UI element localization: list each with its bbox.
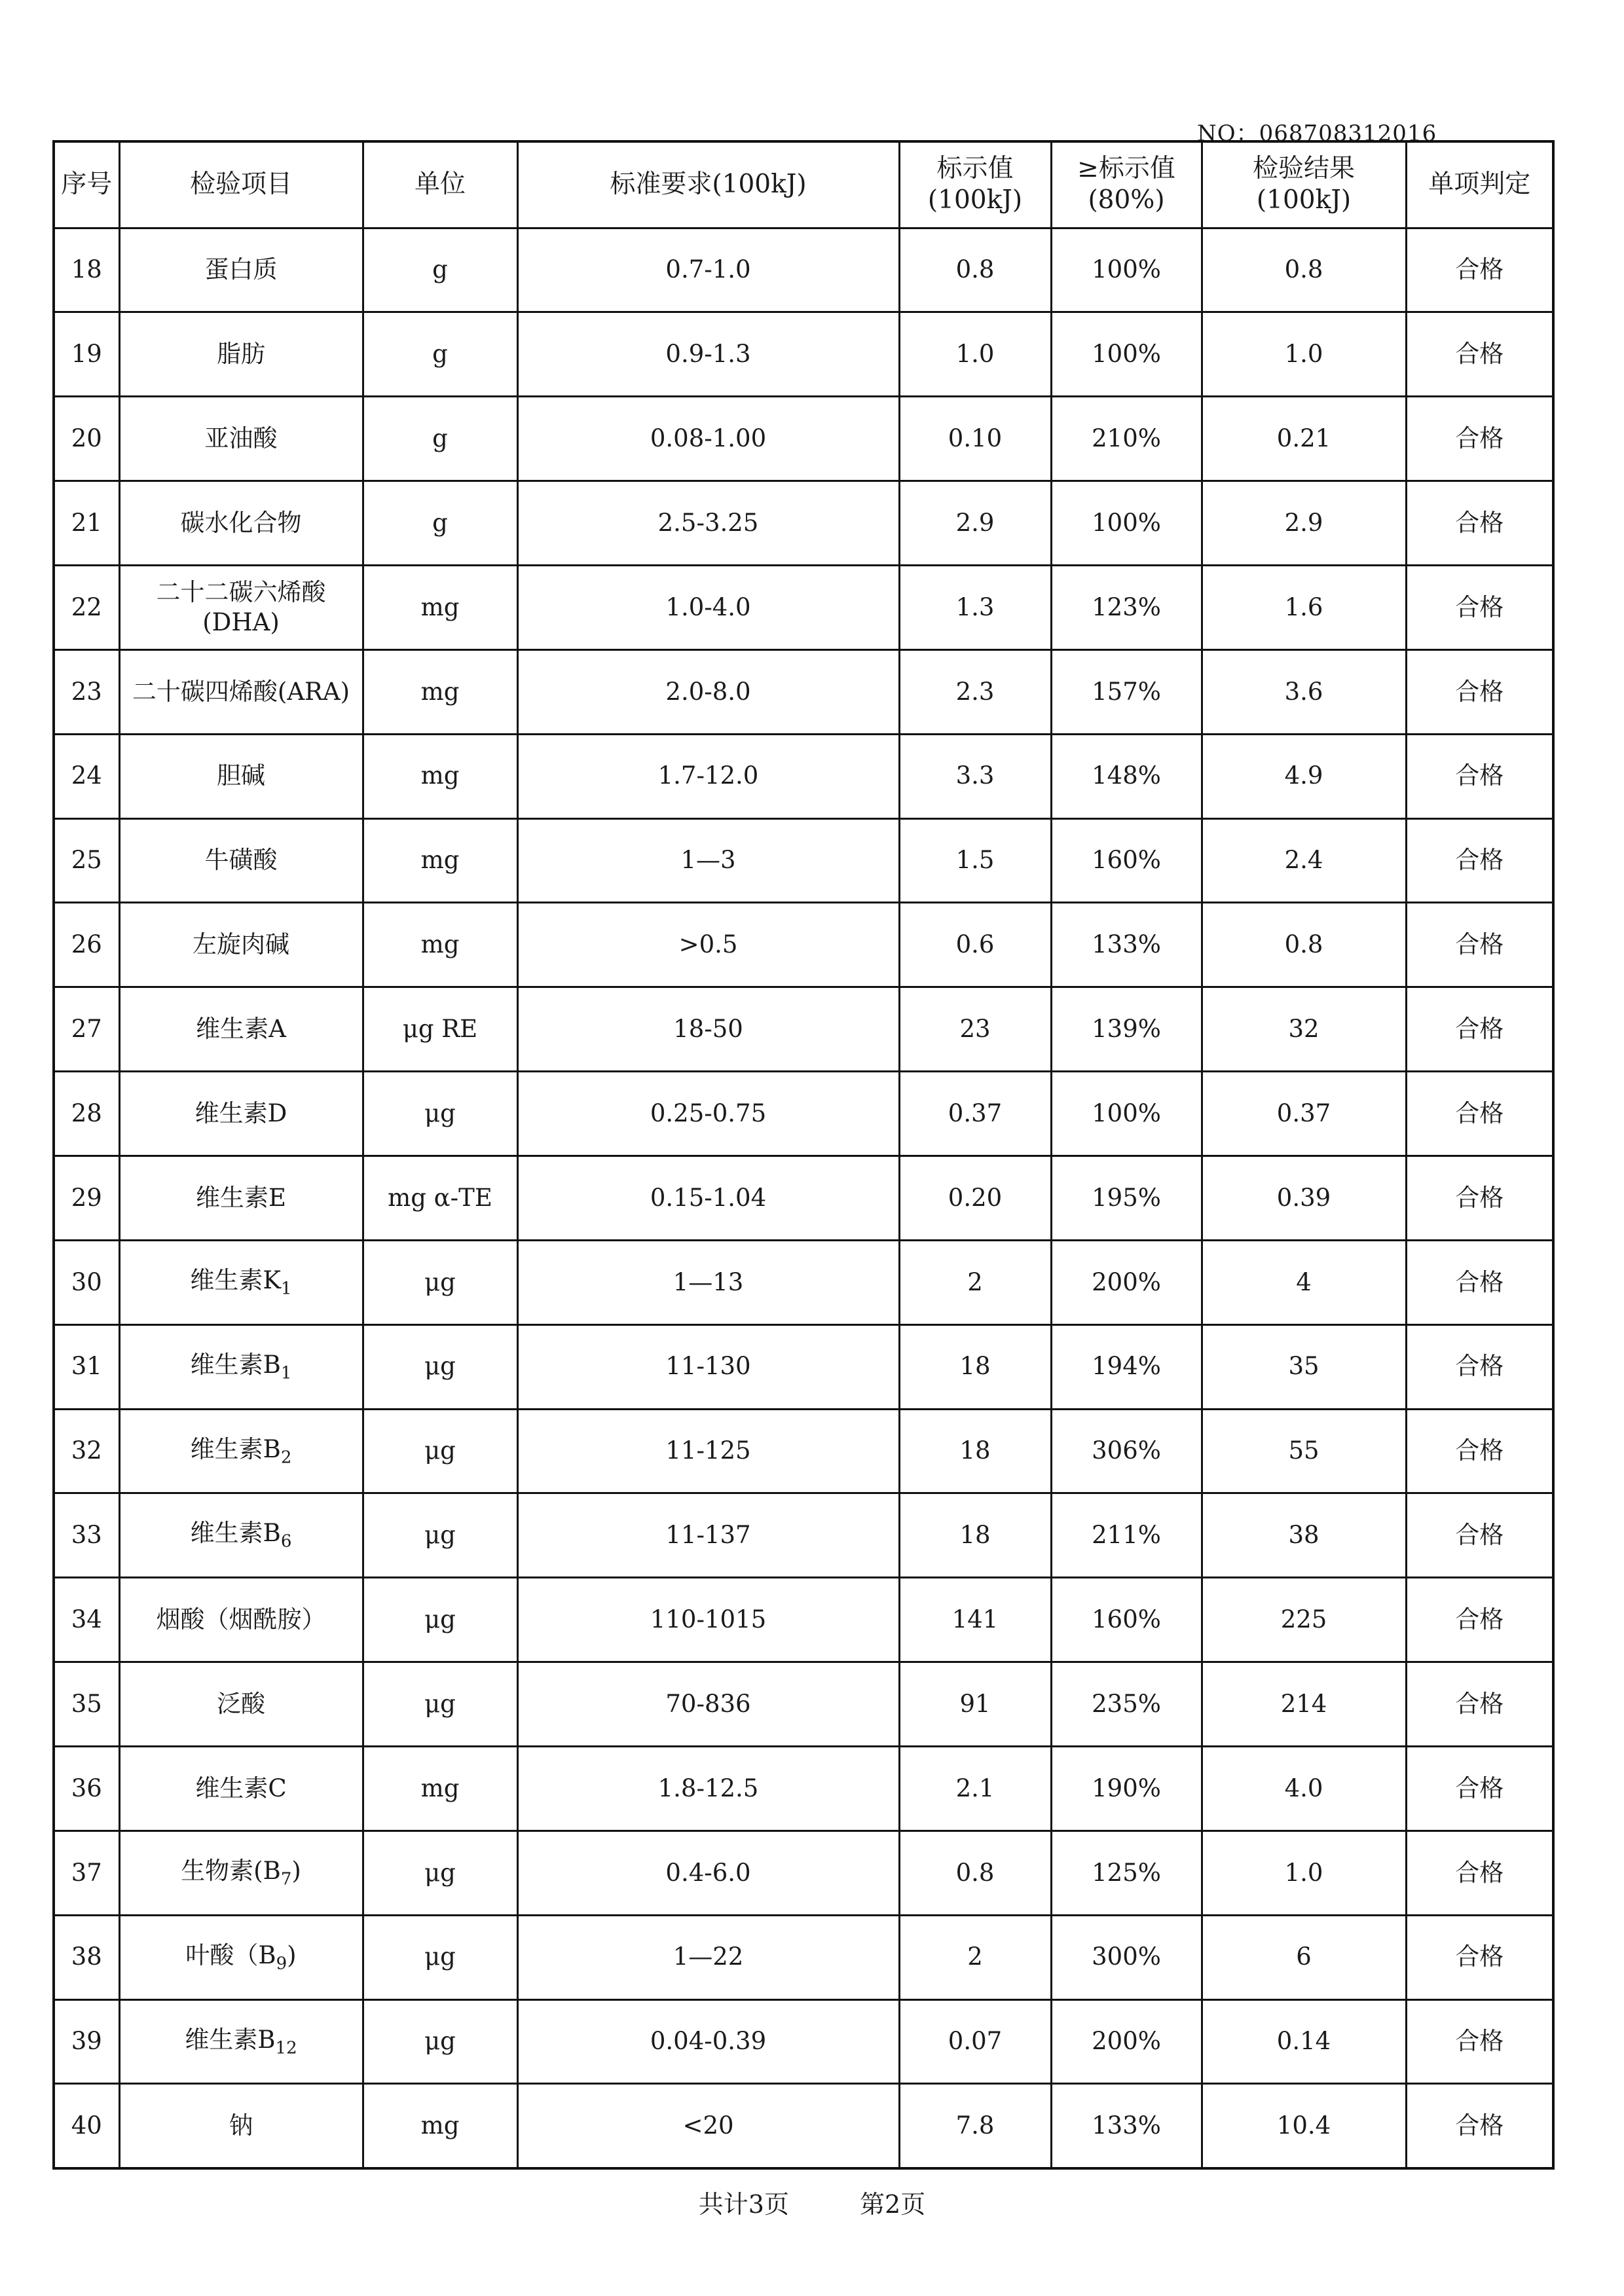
cell-item [119, 1999, 363, 2084]
cell-label: 1.3 [899, 565, 1051, 649]
cell-seq: 30 [54, 1240, 119, 1324]
cell-standard: 18-50 [517, 987, 899, 1072]
cell-unit: μg [363, 1831, 517, 1915]
cell-seq: 18 [54, 228, 119, 312]
cell-standard: 1.0-4.0 [517, 565, 899, 649]
inspection-table [52, 140, 1555, 2170]
item-subscript: 12 [275, 2037, 297, 2058]
cell-result: 2.4 [1202, 818, 1406, 903]
cell-label: 0.20 [899, 1156, 1051, 1240]
item-name: 维生素B [190, 1434, 281, 1463]
item-name: 维生素D [194, 1099, 287, 1127]
cell-standard: 11-130 [517, 1324, 899, 1409]
cell-label: 18 [899, 1324, 1051, 1409]
item-name: 牛磺酸 [204, 846, 278, 875]
cell-seq: 32 [54, 1409, 119, 1493]
item-name: 胆碱 [217, 761, 265, 790]
cell-item [119, 1240, 363, 1324]
cell-judge: 合格 [1406, 1746, 1553, 1831]
cell-result: 6 [1202, 1915, 1406, 1999]
cell-seq: 38 [54, 1915, 119, 1999]
table-row [54, 1493, 1553, 1578]
cell-unit: g [363, 228, 517, 312]
cell-ratio: 211% [1051, 1493, 1202, 1578]
cell-unit: mg [363, 903, 517, 987]
cell-ratio: 139% [1051, 987, 1202, 1072]
cell-item [119, 228, 363, 312]
cell-ratio: 157% [1051, 649, 1202, 734]
cell-standard: 0.08-1.00 [517, 397, 899, 481]
cell-result: 3.6 [1202, 649, 1406, 734]
table-row [54, 1240, 1553, 1324]
cell-seq: 34 [54, 1578, 119, 1662]
cell-judge: 合格 [1406, 649, 1553, 734]
cell-ratio: 160% [1051, 1578, 1202, 1662]
item-name: 叶酸（B [185, 1941, 276, 1969]
cell-item [119, 1156, 363, 1240]
cell-seq: 39 [54, 1999, 119, 2084]
header-result-line2: (100kJ) [1256, 185, 1352, 215]
cell-item [119, 818, 363, 903]
item-name: 左旋肉碱 [193, 930, 289, 959]
cell-unit: g [363, 312, 517, 397]
cell-result: 35 [1202, 1324, 1406, 1409]
cell-item [119, 649, 363, 734]
cell-label: 2 [899, 1915, 1051, 1999]
header-label-value-line1: 标示值 [936, 153, 1014, 183]
header-judgement: 单项判定 [1406, 141, 1553, 228]
cell-unit: μg RE [363, 987, 517, 1072]
cell-item [119, 1324, 363, 1409]
cell-seq: 23 [54, 649, 119, 734]
cell-standard: 11-125 [517, 1409, 899, 1493]
item-subscript: 2 [280, 1447, 292, 1467]
table-row [54, 228, 1553, 312]
cell-unit: mg [363, 649, 517, 734]
cell-item [119, 397, 363, 481]
cell-result: 0.39 [1202, 1156, 1406, 1240]
table-body [54, 228, 1553, 2168]
cell-result: 0.37 [1202, 1072, 1406, 1156]
cell-item [119, 987, 363, 1072]
cell-result: 10.4 [1202, 2084, 1406, 2168]
cell-ratio: 195% [1051, 1156, 1202, 1240]
cell-unit: mg [363, 734, 517, 818]
cell-unit: mg [363, 1746, 517, 1831]
cell-ratio: 210% [1051, 397, 1202, 481]
cell-standard: 0.15-1.04 [517, 1156, 899, 1240]
report-number: NO：068708312016 [1197, 120, 1437, 147]
cell-unit: μg [363, 1915, 517, 1999]
item-name: 二十二碳六烯酸 [156, 577, 326, 606]
cell-standard: 1—22 [517, 1915, 899, 1999]
cell-judge: 合格 [1406, 397, 1553, 481]
cell-ratio: 133% [1051, 2084, 1202, 2168]
table-row [54, 312, 1553, 397]
item-name: 维生素A [196, 1015, 286, 1044]
cell-judge: 合格 [1406, 1831, 1553, 1915]
cell-label: 7.8 [899, 2084, 1051, 2168]
cell-ratio: 194% [1051, 1324, 1202, 1409]
cell-seq: 21 [54, 481, 119, 566]
cell-seq: 26 [54, 903, 119, 987]
cell-item [119, 565, 363, 649]
cell-result: 214 [1202, 1662, 1406, 1747]
cell-seq: 36 [54, 1746, 119, 1831]
cell-standard: >0.5 [517, 903, 899, 987]
header-label-value [899, 141, 1051, 228]
cell-seq: 28 [54, 1072, 119, 1156]
cell-result: 55 [1202, 1409, 1406, 1493]
cell-standard: 1.7-12.0 [517, 734, 899, 818]
item-name: 脂肪 [217, 340, 265, 369]
cell-judge: 合格 [1406, 1578, 1553, 1662]
cell-label: 1.0 [899, 312, 1051, 397]
cell-seq: 27 [54, 987, 119, 1072]
header-label-value-line2: (100kJ) [927, 185, 1023, 215]
cell-seq: 35 [54, 1662, 119, 1747]
cell-label: 91 [899, 1662, 1051, 1747]
cell-judge: 合格 [1406, 565, 1553, 649]
cell-result: 0.21 [1202, 397, 1406, 481]
cell-unit: mg [363, 2084, 517, 2168]
item-suffix: ) [287, 1941, 297, 1969]
cell-unit: μg [363, 1662, 517, 1747]
cell-ratio: 100% [1051, 312, 1202, 397]
table-row [54, 987, 1553, 1072]
cell-item [119, 481, 363, 566]
cell-result: 0.14 [1202, 1999, 1406, 2084]
item-name: 维生素B [190, 1519, 281, 1548]
item-name: 钠 [229, 2111, 253, 2140]
table-row [54, 1999, 1553, 2084]
cell-judge: 合格 [1406, 1999, 1553, 2084]
cell-item [119, 1662, 363, 1747]
cell-label: 18 [899, 1493, 1051, 1578]
cell-unit: mg α-TE [363, 1156, 517, 1240]
cell-item [119, 1578, 363, 1662]
cell-judge: 合格 [1406, 1324, 1553, 1409]
cell-label: 0.8 [899, 228, 1051, 312]
cell-ratio: 200% [1051, 1240, 1202, 1324]
cell-seq: 31 [54, 1324, 119, 1409]
item-subscript: 9 [276, 1954, 287, 1974]
cell-judge: 合格 [1406, 734, 1553, 818]
cell-judge: 合格 [1406, 1240, 1553, 1324]
table-row [54, 818, 1553, 903]
cell-label: 0.37 [899, 1072, 1051, 1156]
cell-label: 2 [899, 1240, 1051, 1324]
item-name: 蛋白质 [204, 255, 278, 284]
table-row [54, 565, 1553, 649]
cell-result: 0.8 [1202, 903, 1406, 987]
item-suffix: ) [291, 1856, 301, 1885]
cell-unit: mg [363, 565, 517, 649]
page-footer [0, 2184, 1624, 2220]
cell-seq: 33 [54, 1493, 119, 1578]
cell-item [119, 1409, 363, 1493]
cell-standard: 1—13 [517, 1240, 899, 1324]
cell-label: 1.5 [899, 818, 1051, 903]
table-row [54, 481, 1553, 566]
cell-ratio: 123% [1051, 565, 1202, 649]
cell-unit: μg [363, 1578, 517, 1662]
cell-unit: mg [363, 818, 517, 903]
cell-result: 1.0 [1202, 1831, 1406, 1915]
item-name: 生物素(B [181, 1856, 281, 1885]
table-row [54, 1578, 1553, 1662]
cell-item [119, 1072, 363, 1156]
cell-judge: 合格 [1406, 2084, 1553, 2168]
cell-judge: 合格 [1406, 1409, 1553, 1493]
cell-standard: 0.25-0.75 [517, 1072, 899, 1156]
item-name: 维生素C [195, 1774, 287, 1802]
cell-judge: 合格 [1406, 312, 1553, 397]
footer-total-pages: 共计3页 [698, 2190, 789, 2219]
cell-judge: 合格 [1406, 481, 1553, 566]
item-name: 二十碳四烯酸(ARA) [132, 677, 350, 706]
table-row [54, 1072, 1553, 1156]
cell-seq: 29 [54, 1156, 119, 1240]
table-header-row [54, 141, 1553, 228]
cell-item [119, 734, 363, 818]
cell-ratio: 160% [1051, 818, 1202, 903]
cell-item [119, 1915, 363, 1999]
cell-ratio: 190% [1051, 1746, 1202, 1831]
table-row [54, 1662, 1553, 1747]
header-seq: 序号 [54, 141, 119, 228]
cell-ratio: 100% [1051, 1072, 1202, 1156]
cell-result: 4.9 [1202, 734, 1406, 818]
header-result-line1: 检验结果 [1252, 153, 1355, 183]
cell-standard: 2.5-3.25 [517, 481, 899, 566]
table-row [54, 1156, 1553, 1240]
cell-result: 1.0 [1202, 312, 1406, 397]
cell-result: 38 [1202, 1493, 1406, 1578]
cell-ratio: 133% [1051, 903, 1202, 987]
cell-judge: 合格 [1406, 987, 1553, 1072]
cell-label: 0.6 [899, 903, 1051, 987]
header-ratio [1051, 141, 1202, 228]
footer-current-page: 第2页 [860, 2190, 926, 2219]
cell-standard: 1.8-12.5 [517, 1746, 899, 1831]
item-name: 泛酸 [217, 1689, 265, 1718]
cell-seq: 24 [54, 734, 119, 818]
cell-ratio: 235% [1051, 1662, 1202, 1747]
cell-judge: 合格 [1406, 1915, 1553, 1999]
cell-standard: 0.7-1.0 [517, 228, 899, 312]
cell-unit: μg [363, 1240, 517, 1324]
item-subscript: 1 [280, 1363, 292, 1383]
cell-label: 18 [899, 1409, 1051, 1493]
cell-unit: μg [363, 1409, 517, 1493]
cell-seq: 20 [54, 397, 119, 481]
item-name: 维生素B [185, 2025, 276, 2054]
cell-judge: 合格 [1406, 1493, 1553, 1578]
cell-standard: 2.0-8.0 [517, 649, 899, 734]
cell-judge: 合格 [1406, 1156, 1553, 1240]
item-subscript: 7 [280, 1869, 292, 1889]
item-name: 维生素E [195, 1183, 286, 1212]
cell-ratio: 100% [1051, 481, 1202, 566]
header-unit: 单位 [363, 141, 517, 228]
table-row [54, 1831, 1553, 1915]
header-standard: 标准要求(100kJ) [517, 141, 899, 228]
cell-item [119, 312, 363, 397]
cell-judge: 合格 [1406, 228, 1553, 312]
cell-item [119, 903, 363, 987]
cell-label: 0.8 [899, 1831, 1051, 1915]
item-name: 烟酸（烟酰胺） [156, 1605, 326, 1634]
table-row [54, 1324, 1553, 1409]
cell-result: 4 [1202, 1240, 1406, 1324]
cell-result: 0.8 [1202, 228, 1406, 312]
cell-seq: 22 [54, 565, 119, 649]
cell-item [119, 1493, 363, 1578]
cell-judge: 合格 [1406, 818, 1553, 903]
cell-ratio: 125% [1051, 1831, 1202, 1915]
header-item: 检验项目 [119, 141, 363, 228]
cell-item [119, 1831, 363, 1915]
cell-seq: 40 [54, 2084, 119, 2168]
cell-result: 1.6 [1202, 565, 1406, 649]
table-row [54, 649, 1553, 734]
cell-judge: 合格 [1406, 1662, 1553, 1747]
cell-label: 0.10 [899, 397, 1051, 481]
cell-seq: 37 [54, 1831, 119, 1915]
cell-label: 2.9 [899, 481, 1051, 566]
cell-label: 2.1 [899, 1746, 1051, 1831]
cell-standard: 110-1015 [517, 1578, 899, 1662]
cell-standard: <20 [517, 2084, 899, 2168]
table-row [54, 2084, 1553, 2168]
cell-result: 4.0 [1202, 1746, 1406, 1831]
table-row [54, 1409, 1553, 1493]
cell-judge: 合格 [1406, 903, 1553, 987]
cell-unit: μg [363, 1493, 517, 1578]
cell-result: 32 [1202, 987, 1406, 1072]
cell-ratio: 200% [1051, 1999, 1202, 2084]
header-result [1202, 141, 1406, 228]
cell-standard: 0.04-0.39 [517, 1999, 899, 2084]
cell-label: 23 [899, 987, 1051, 1072]
cell-standard: 11-137 [517, 1493, 899, 1578]
table-row [54, 397, 1553, 481]
cell-ratio: 300% [1051, 1915, 1202, 1999]
cell-unit: μg [363, 1324, 517, 1409]
cell-standard: 70-836 [517, 1662, 899, 1747]
cell-ratio: 306% [1051, 1409, 1202, 1493]
cell-item [119, 2084, 363, 2168]
cell-label: 0.07 [899, 1999, 1051, 2084]
cell-unit: g [363, 481, 517, 566]
item-name: 维生素B [190, 1350, 281, 1379]
item-name: 碳水化合物 [180, 508, 302, 537]
cell-label: 3.3 [899, 734, 1051, 818]
item-subscript: 1 [281, 1279, 292, 1299]
item-suffix: (DHA) [202, 608, 280, 636]
cell-unit: g [363, 397, 517, 481]
table-row [54, 903, 1553, 987]
table-row [54, 1915, 1553, 1999]
cell-seq: 25 [54, 818, 119, 903]
cell-item [119, 1746, 363, 1831]
table-row [54, 734, 1553, 818]
cell-ratio: 148% [1051, 734, 1202, 818]
item-name: 亚油酸 [204, 424, 278, 453]
cell-ratio: 100% [1051, 228, 1202, 312]
cell-result: 225 [1202, 1578, 1406, 1662]
item-name: 维生素K [190, 1266, 282, 1294]
table-row [54, 1746, 1553, 1831]
header-ratio-line1: ≥标示值 [1077, 153, 1175, 183]
cell-unit: μg [363, 1999, 517, 2084]
cell-label: 141 [899, 1578, 1051, 1662]
cell-standard: 0.4-6.0 [517, 1831, 899, 1915]
cell-unit: μg [363, 1072, 517, 1156]
header-ratio-line2: (80%) [1088, 185, 1165, 215]
cell-seq: 19 [54, 312, 119, 397]
cell-result: 2.9 [1202, 481, 1406, 566]
cell-standard: 0.9-1.3 [517, 312, 899, 397]
cell-standard: 1—3 [517, 818, 899, 903]
cell-label: 2.3 [899, 649, 1051, 734]
item-subscript: 6 [280, 1531, 292, 1552]
cell-judge: 合格 [1406, 1072, 1553, 1156]
